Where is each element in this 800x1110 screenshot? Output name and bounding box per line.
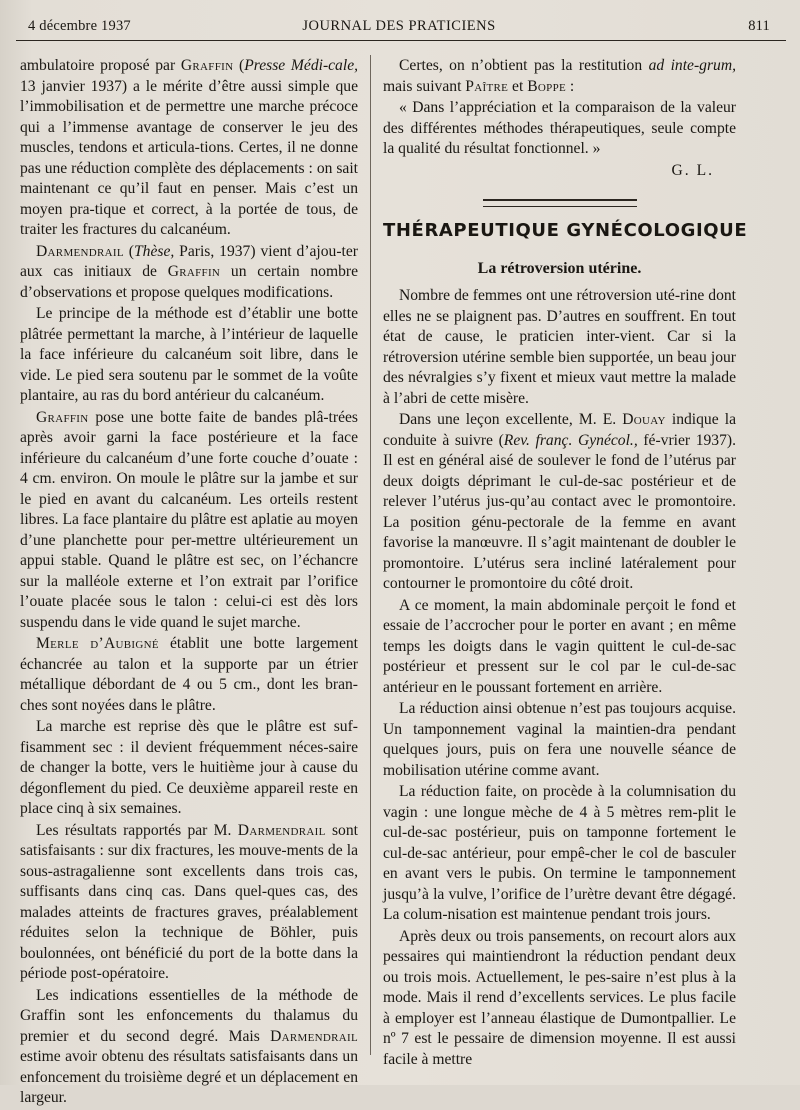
header-journal-title: JOURNAL DES PRATICIENS [302, 18, 496, 34]
left-paragraph-3: Le principe de la méthode est d’établir une botte plâtrée permettant la marche, à l’intérieur de laquelle la face inférieure du calcanéum soit libre, dans le vide. Le pied sera soutenu par le sommet de la voûte plantaire, au ras du bord antérieur du calcanéum. [20, 305, 358, 404]
left-paragraph-8: Les indications essentielles de la méthode de Graffin sont les enfoncements du thalamus du premier et du second degré. Mais Darmendrail estime avoir obtenu des résultats satisfaisants dans un enfoncement du troisième degré et un déplacement en largeur. [20, 986, 358, 1106]
right-paragraph-8: Après deux ou trois pansements, on recourt alors aux pessaires qui maintiendront la réduction pendant deux ou trois mois. Actuellement, le pes-saire n’est plus à la mode. Mais il rend d’excellents services. Le plus facile à employer est l’anneau élastique de Dumontpallier. Le nº 7 est le pessaire de dimension moyenne. Il est aussi facile à mettre [383, 927, 736, 1068]
header-date: 4 décembre 1937 [28, 18, 131, 34]
left-column [20, 56, 358, 1110]
signature: G. L. [671, 161, 714, 179]
left-paragraph-5: Merle d’Aubigné établit une botte largement échancrée au talon et la supporte par un étrier métallique débordant de 4 ou 5 cm., dont les bran-ches sont noyées dans le plâtre. [20, 635, 358, 714]
right-paragraph-5: A ce moment, la main abdominale perçoit le fond et essaie de l’accrocher pour le porter en avant ; en même temps les doigts dans le vagin quittent le cul-de-sac postérieur et pressent sur le col par le cul-de-sac antérieur en le poussant fortement en arrière. [383, 596, 736, 696]
right-column [383, 56, 748, 1071]
right-paragraph-4: Dans une leçon excellente, M. E. Douay indique la conduite à suivre (Rev. franç. Gynécol., fé-vrier 1937). Il est en général aisé de soulever le fond de l’utérus par deux doigts déprimant le cul-de-sac postérieur et de relever l’utérus jus-qu’au contact avec le promontoire. La position génu-pectorale de la femme en avant favorise la manœuvre. Il s’agit maintenant de doubler le promontoire. L’utérus sera incliné latéralement pour contourner le promontoire du côté droit. [383, 411, 736, 592]
left-paragraph-6: La marche est reprise dès que le plâtre est suf-fisamment sec : il devient fréquemment néces-saire de changer la botte, vers le huitième jour à cause du dégonflement du pied. Ce deuxième appareil reste en place cinq à six semaines. [20, 718, 358, 817]
right-paragraph-1: Certes, on n’obtient pas la restitution ad inte-grum, mais suivant Paître et Boppe : [383, 57, 736, 95]
section-separator-rule [483, 199, 637, 207]
right-paragraph-6: La réduction ainsi obtenue n’est pas toujours acquise. Un tamponnement vaginal la maintien-dra pendant quelques jours, puis on fera une nouvelle séance de mobilisation utérine comme avant. [383, 700, 736, 779]
article-subtitle: La rétroversion utérine. [477, 259, 642, 277]
header-rule [16, 40, 786, 41]
left-paragraph-7: Les résultats rapportés par M. Darmendrail sont satisfaisants : sur dix fractures, les mouve-ments de la sous-astragalienne sont excellents dans trois cas, suffisants dans cinq cas. Dans quel-ques cas, des malades atteints de fractures graves, préalablement réduites selon la technique de Böhler, puis boulonnées, ont bénéficié du port de la botte dans la période post-opératoire. [20, 821, 358, 982]
left-paragraph-1: ambulatoire proposé par Graffin (Presse Médi-cale, 13 janvier 1937) a le mérite d’être aussi simple que l’immobilisation et de permettre une marche précoce qui a l’immense avantage de conserver le jeu des muscles, tendons et articula-tions. Certes, il ne donne pas une réduction complète des déplacements : on sait maintenant ce qu’il faut en penser. Mais c’est un moyen pra-tique et correct, à la portée de tous, de traiter les fractures du calcanéum. [20, 57, 359, 238]
right-paragraph-3: Nombre de femmes ont une rétroversion uté-rine dont elles ne se plaignent pas. D’autres en souffrent. En tout état de cause, le praticien inter-vient. Car si la rétroversion utérine semble bien supportée, un beau jour des névralgies s’y fixent et mieux vaut mettre la malade à l’abri de cette misère. [383, 287, 736, 407]
running-header [28, 14, 770, 38]
right-paragraph-2-quote: « Dans l’appréciation et la comparaison de la valeur des différentes méthodes thérapeutiques, seule compte la qualité du résultat fonctionnel. » [383, 99, 736, 157]
column-divider [370, 55, 371, 1055]
left-paragraph-2: Darmendrail (Thèse, Paris, 1937) vient d’ajou-ter aux cas initiaux de Graffin un certain nombre d’observations et propose quelques modifications. [20, 242, 358, 301]
right-paragraph-7: La réduction faite, on procède à la columnisation du vagin : une longue mèche de 4 à 5 mètres rem-plit le cul-de-sac postérieur, puis on tamponne fortement le cul-de-sac antérieur, pour empê-cher le col de basculer en avant vers le pubis. On termine le tamponnement jusqu’à la vulve, l’orifice de l’urètre devant être dégagé. La colum-nisation est maintenue pendant trois jours. [383, 783, 736, 923]
section-title: THÉRAPEUTIQUE GYNÉCOLOGIQUE [383, 220, 748, 241]
header-page-number: 811 [748, 18, 770, 34]
left-paragraph-4: Graffin pose une botte faite de bandes plâ-trées après avoir garni la face postérieure et la face inférieure du calcanéum d’une forte couche d’ouate : 4 cm. environ. On moule le plâtre sur la jambe et sur le pied en avant du calcanéum. Les orteils restent libres. La face plantaire du plâtre est aplatie au moyen d’une planchette pour per-mettre ultérieurement un appui stable. Quand le plâtre est sec, on l’échancre sur la malléole externe et l’on extrait par l’orifice l’ouate placée sous le talon : celui-ci est dès lors suspendu dans le vide quand le sujet marche. [20, 408, 358, 631]
